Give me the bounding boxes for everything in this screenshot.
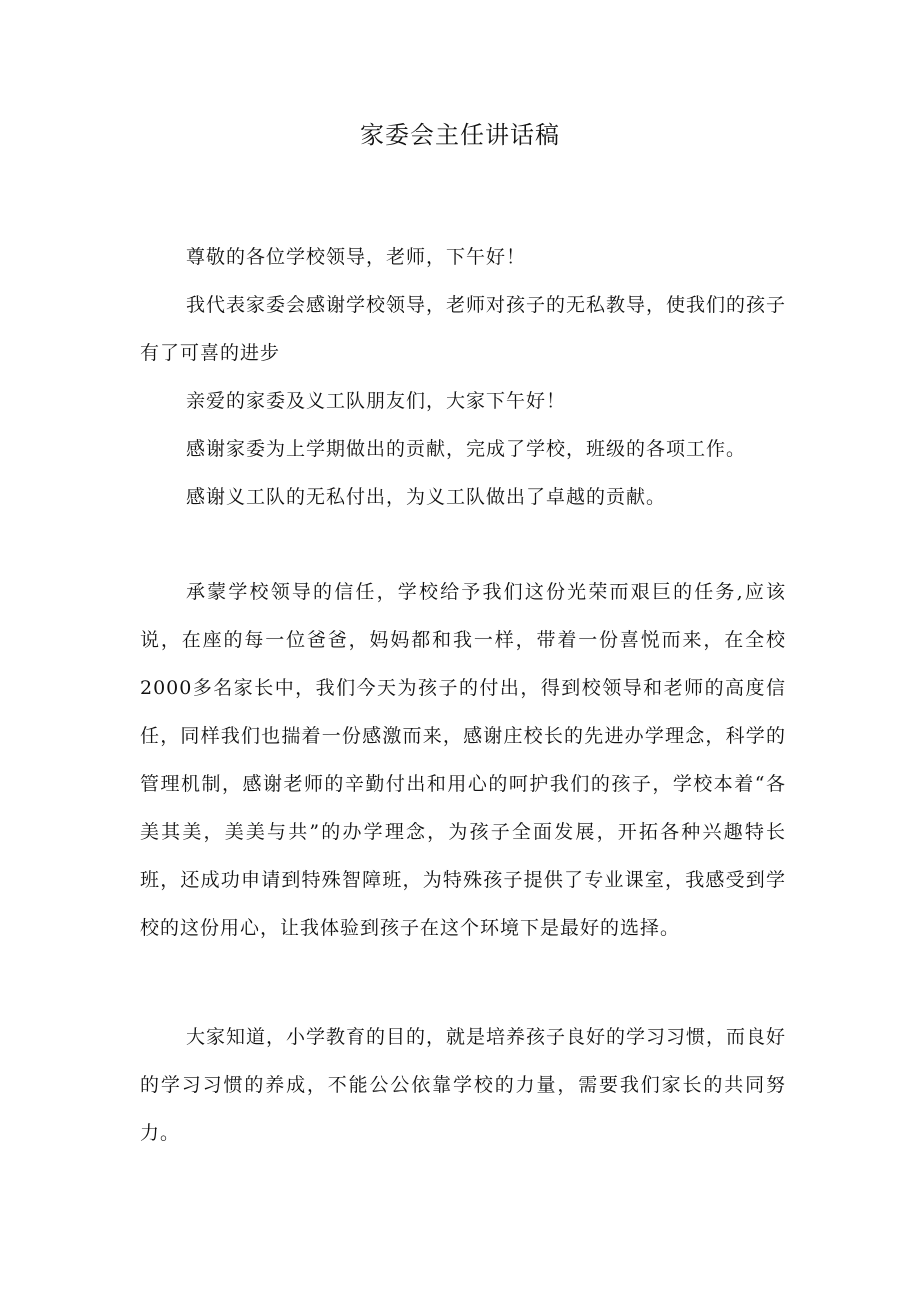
paragraph-learning-habits: 大家知道，小学教育的目的，就是培养孩子良好的学习习惯，而良好的学习习惯的养成，不能公公依靠学校的力量，需要我们家长的共同努力。 xyxy=(140,1026,787,1144)
paragraph-greeting-leaders: 尊敬的各位学校领导，老师，下午好！ xyxy=(186,246,527,268)
paragraph-greeting-volunteers: 亲爱的家委及义工队朋友们，大家下午好！ xyxy=(186,390,567,412)
paragraph-thanks-volunteer-team: 感谢义工队的无私付出，为义工队做出了卓越的贡献。 xyxy=(186,486,667,508)
paragraph-school-trust: 承蒙学校领导的信任，学校给予我们这份光荣而艰巨的任务,应该说，在座的每一位爸爸，妈妈都和我一样，带着一份喜悦而来，在全校2000多名家长中，我们今天为孩子的付出，得到校领导和老师的高度信任，同样我们也揣着一份感激而来，感谢庄校长的先进办学理念，科学的管理机制，感谢老师的辛勤付出和用心的呵护我们的孩子，学校本着“各美其美，美美与共”的办学理念，为孩子全面发展，开拓各种兴趣特长班，还成功申请到特殊智障班，为特殊孩子提供了专业课室，我感受到学校的这份用心，让我体验到孩子在这个环境下是最好的选择。 xyxy=(140,581,786,939)
paragraph-thanks-teachers: 我代表家委会感谢学校领导，老师对孩子的无私教导，使我们的孩子有了可喜的进步 xyxy=(140,294,787,364)
document-title: 家委会主任讲话稿 xyxy=(360,121,560,149)
paragraph-thanks-committee: 感谢家委为上学期做出的贡献，完成了学校，班级的各项工作。 xyxy=(186,438,747,460)
